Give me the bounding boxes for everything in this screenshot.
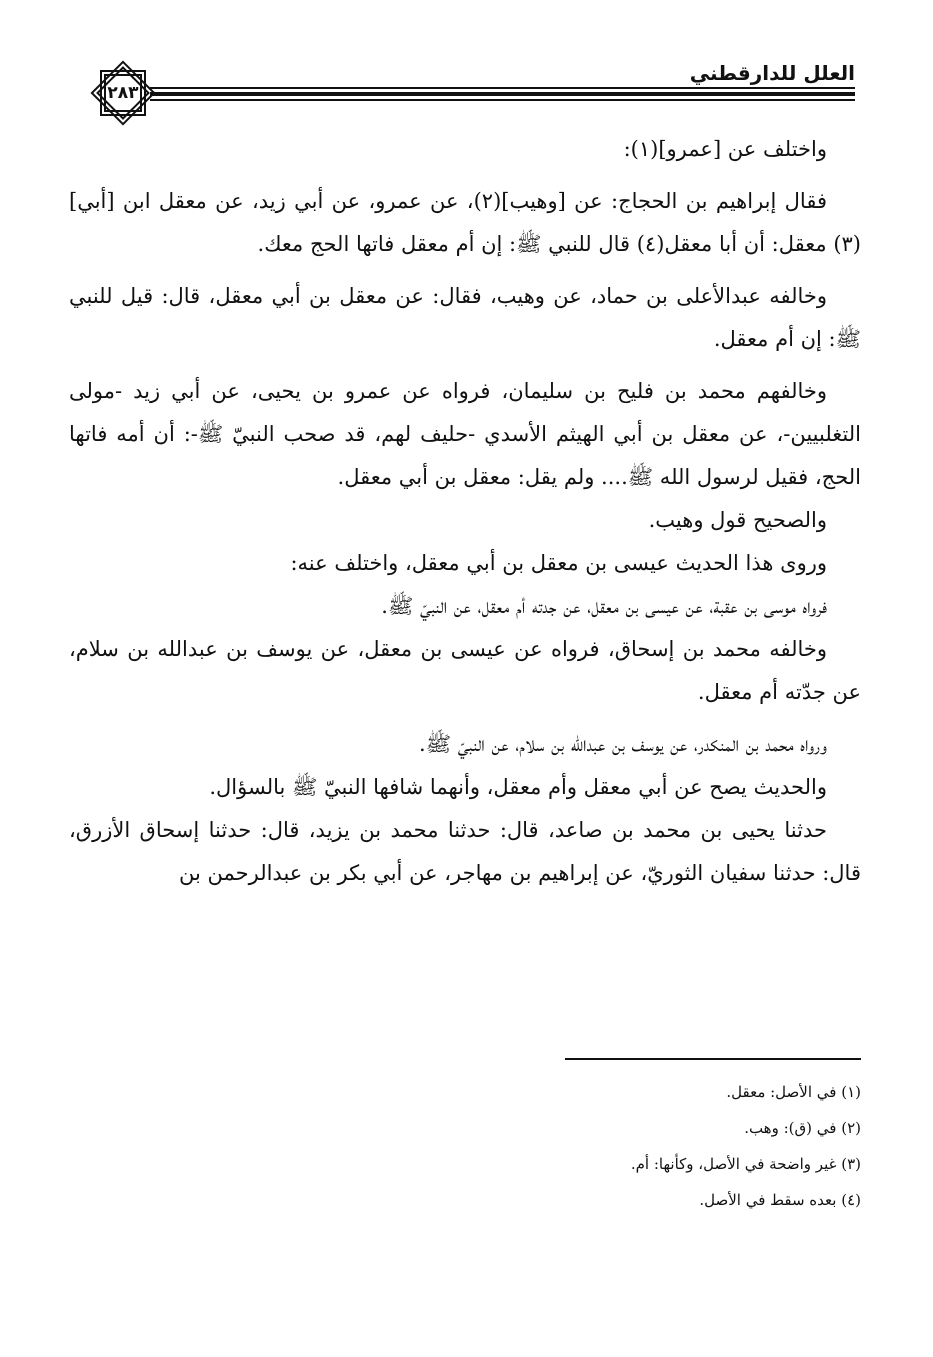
- page-header: [88, 58, 855, 128]
- paragraph: وخالفه عبدالأعلى بن حماد، عن وهيب، فقال: عن معقل بن أبي معقل، قال: قيل للنبي ﷺ: إن أم معقل.: [69, 284, 861, 351]
- footnote-separator: [565, 1058, 861, 1060]
- page-number-badge: [88, 58, 158, 128]
- header-rule-top: [150, 87, 855, 89]
- header-rule-bottom: [150, 99, 855, 101]
- page-number: ٢٨٣: [107, 83, 139, 103]
- paragraph: واختلف عن [عمرو](١):: [623, 137, 827, 161]
- paragraph: فقال إبراهيم بن الحجاج: عن [وهيب](٢)، عن عمرو، عن أبي زيد، عن معقل ابن [أبي](٣) معقل: أن أبا معقل(٤) قال للنبي ﷺ: إن أم معقل فاتها الحج معك.: [69, 189, 861, 256]
- footnote: (٢) في (ق): وهب.: [744, 1119, 861, 1137]
- footnote: (١) في الأصل: معقل.: [726, 1083, 861, 1101]
- paragraph: وخالفه محمد بن إسحاق، فرواه عن عيسى بن معقل، عن يوسف بن عبدالله بن سلام، عن جدّته أم معقل.: [69, 637, 861, 704]
- footnote: (٣) غير واضحة في الأصل، وكأنها: أم.: [630, 1155, 861, 1173]
- main-text: [69, 128, 861, 895]
- header-rule-thick: [150, 92, 855, 96]
- paragraph: فرواه موسى بن عقبة، عن عيسى بن معقل، عن جدته أم معقل، عن النبيّ ﷺ.: [381, 594, 827, 618]
- paragraph: وروى هذا الحديث عيسى بن معقل بن أبي معقل، واختلف عنه:: [290, 551, 827, 575]
- paragraph: ورواه محمد بن المنكدر، عن يوسف بن عبدالله بن سلام، عن النبيّ ﷺ.: [419, 732, 827, 756]
- paragraph: والحديث يصح عن أبي معقل وأم معقل، وأنهما شافها النبيّ ﷺ بالسؤال.: [209, 775, 827, 799]
- running-title: العلل للدارقطني: [689, 61, 855, 85]
- paragraph: والصحيح قول وهيب.: [648, 508, 827, 532]
- paragraph: حدثنا يحيى بن محمد بن صاعد، قال: حدثنا محمد بن يزيد، قال: حدثنا إسحاق الأزرق، قال: حدثنا سفيان الثوريّ، عن إبراهيم بن مهاجر، عن أبي بكر بن عبدالرحمن بن: [69, 818, 861, 885]
- paragraph: وخالفهم محمد بن فليح بن سليمان، فرواه عن عمرو بن يحيى، عن أبي زيد -مولى التغلبيين-، عن معقل بن أبي الهيثم الأسدي -حليف لهم، قد صحب النبيّ ﷺ-: أن أمه فاتها الحج، فقيل لرسول الله ﷺ.... ولم يقل: معقل بن أبي معقل.: [69, 379, 861, 489]
- footnote: (٤) بعده سقط في الأصل.: [699, 1191, 861, 1209]
- footnotes: [69, 1074, 861, 1218]
